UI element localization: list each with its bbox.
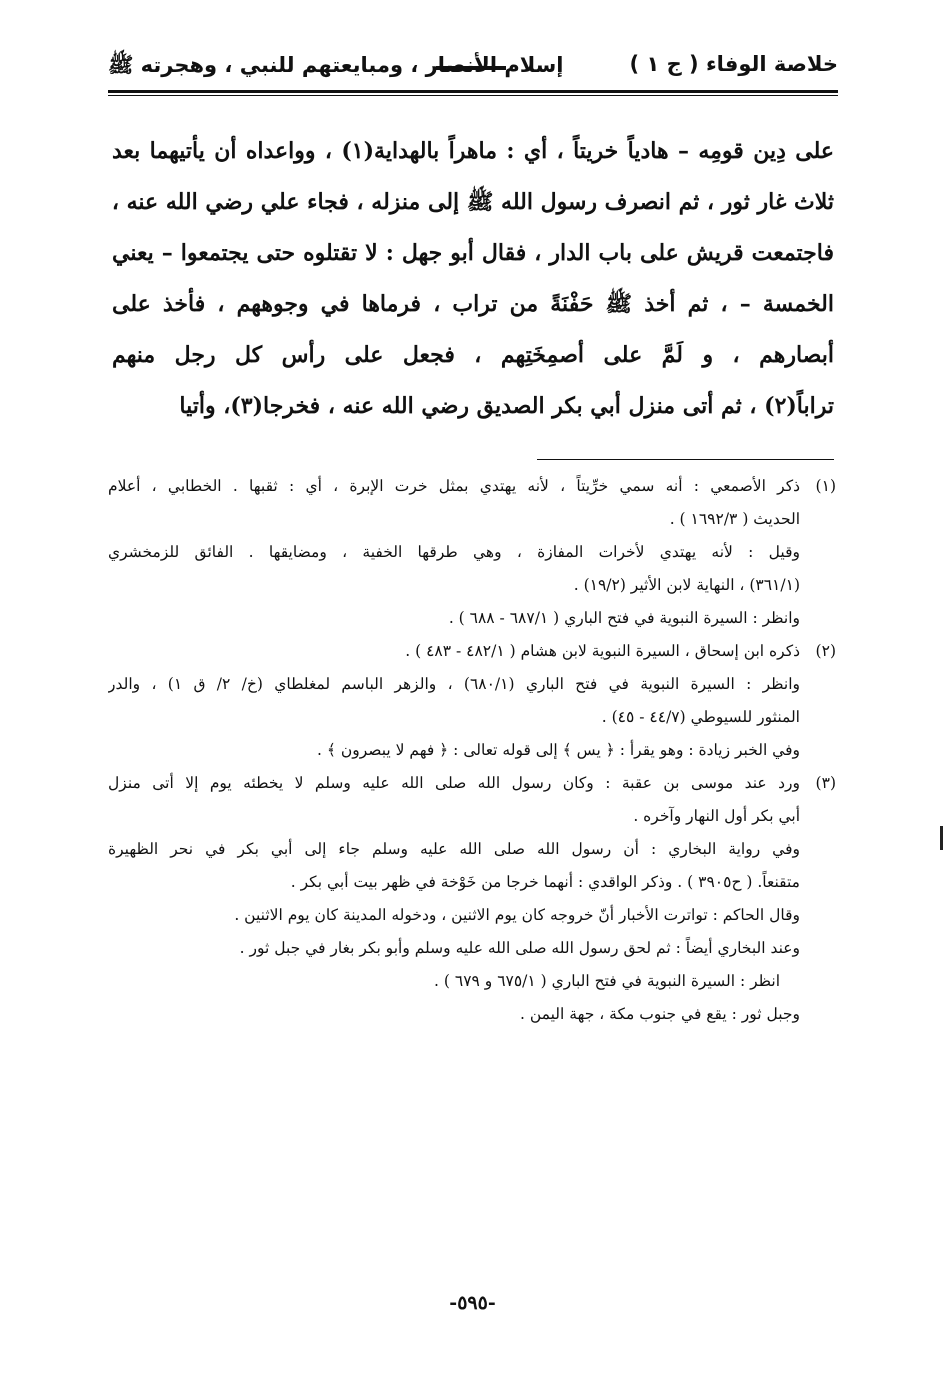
- footnote-line: [108, 635, 836, 668]
- header-rule-thin: [108, 95, 838, 96]
- footnote-line: [108, 866, 836, 899]
- footnote-line: [108, 800, 836, 833]
- footnote-line: [108, 569, 836, 602]
- scan-edge-mark: [940, 826, 943, 850]
- footnote-text: وفي رواية البخاري : أن رسول الله صلى الله عليه وسلم جاء إلى أبي بكر في نحر الظهيرة: [108, 840, 800, 858]
- footnote-text: (٣٦١/١) ، النهاية لابن الأثير (١٩/٢) .: [573, 576, 800, 594]
- footnote-text: وجبل ثور : يقع في جنوب مكة ، جهة اليمن .: [520, 1005, 800, 1023]
- footnote-text: ذكر الأصمعي : أنه سمي خرِّيتاً ، لأنه يهتدي بمثل خرت الإبرة ، أي : ثقبها . الخطابي ، أعلام: [108, 477, 800, 495]
- footnote-text: ذكره ابن إسحاق ، السيرة النبوية لابن هشام ( ٤٨٢/١ - ٤٨٣ ) .: [405, 642, 800, 660]
- footnote-text: أبي بكر أول النهار وآخره .: [633, 807, 800, 825]
- footnote-number: (٣): [815, 774, 836, 792]
- footnote-line: [108, 503, 836, 536]
- running-title-left: إسلام الأنصار ، ومبايعتهم للنبي ، وهجرته ﷺ: [108, 53, 564, 77]
- footnote-text: وانظر : السيرة النبوية في فتح الباري (٦٨٠/١) ، والزهر الباسم لمغلطاي (خ/ ٢/ ق ١) ، والدر: [108, 675, 800, 693]
- footnote-line: [108, 470, 836, 503]
- footnote-text: وعند البخاري أيضاً : ثم لحق رسول الله صلى الله عليه وسلم وأبو بكر بغار في جبل ثور .: [239, 939, 800, 957]
- footnote-number: (١): [815, 477, 836, 495]
- footnote-line: [108, 701, 836, 734]
- text-line: فاجتمعت قريش على باب الدار ، فقال أبو جهل : لا تقتلوه حتى يجتمعوا – يعني: [112, 240, 834, 266]
- running-title-right: خلاصة الوفاء ( ج ١ ): [629, 52, 838, 76]
- footnote-text: ورد عند موسى بن عقبة : وكان رسول الله صلى الله عليه وسلم لا يخطئه يوم إلا أتى منزل: [108, 774, 800, 792]
- main-text: [112, 126, 834, 432]
- footnote-text: وقيل : لأنه يهتدي لأخرات المفازة ، وهي طرقها الخفية ، ومضايقها . الفائق للزمخشري: [108, 543, 800, 561]
- text-line: ثلاث غار ثور ، ثم انصرف رسول الله ﷺ إلى منزله ، فجاء علي رضي الله عنه ،: [112, 189, 834, 215]
- header-rule: [108, 90, 838, 93]
- footnote-text: المنثور للسيوطي (٤٤/٧ - ٤٥) .: [601, 708, 800, 726]
- footnote-line: [108, 668, 836, 701]
- footnote-line: [108, 899, 836, 932]
- footnote-text: متقنعاً. ( ح٣٩٠٥ ) . وذكر الواقدي : أنهما خرجا من خَوْخة في ظهر بيت أبي بكر .: [290, 873, 800, 891]
- footnote-text: الحديث ( ١٦٩٢/٣ ) .: [669, 510, 800, 528]
- text-line: تراباً(٢) ، ثم أتى منزل أبي بكر الصديق رضي الله عنه ، فخرجا(٣)، وأتيا: [179, 393, 834, 419]
- footnote-line: [108, 932, 836, 965]
- footnote-line: [108, 767, 836, 800]
- text-line: على دِين قومِه – هادياً خريتاً ، أي : ماهراً بالهداية(١) ، وواعداه أن يأتيهما بعد: [112, 138, 834, 164]
- footnote-line: [108, 965, 836, 998]
- text-line: الخمسة – ، ثم أخذ ﷺ حَفْنَةً من تراب ، فرماها في وجوههم ، فأخذ على: [112, 291, 834, 317]
- running-header: [108, 40, 838, 96]
- footnote-text: انظر : السيرة النبوية في فتح الباري ( ٦٧٥/١ و ٦٧٩ ) .: [434, 972, 780, 990]
- page-number: -٥٩٥-: [449, 1292, 496, 1314]
- footnote-text: وانظر : السيرة النبوية في فتح الباري ( ٦٨٧/١ - ٦٨٨ ) .: [448, 609, 800, 627]
- footnote-text: وقال الحاكم : تواترت الأخبار أنّ خروجه كان يوم الاثنين ، ودخوله المدينة كان يوم الاثنين .: [234, 906, 800, 924]
- footnote-line: [108, 734, 836, 767]
- footnote-line: [108, 602, 836, 635]
- footnote-line: [108, 998, 836, 1031]
- footnotes: [108, 470, 836, 1031]
- footnote-number: (٢): [815, 642, 836, 660]
- footnote-text: وفي الخبر زيادة : وهو يقرأ : ﴿ يس ﴾ إلى قوله تعالى : ﴿ فهم لا يبصرون ﴾ .: [316, 741, 800, 759]
- footnote-line: [108, 833, 836, 866]
- footnote-line: [108, 536, 836, 569]
- text-line: أبصارهم ، و لَمَّ على أصمِخَتِهم ، فجعل على رأس كل رجل منهم: [112, 342, 834, 368]
- footnote-separator: [537, 459, 834, 460]
